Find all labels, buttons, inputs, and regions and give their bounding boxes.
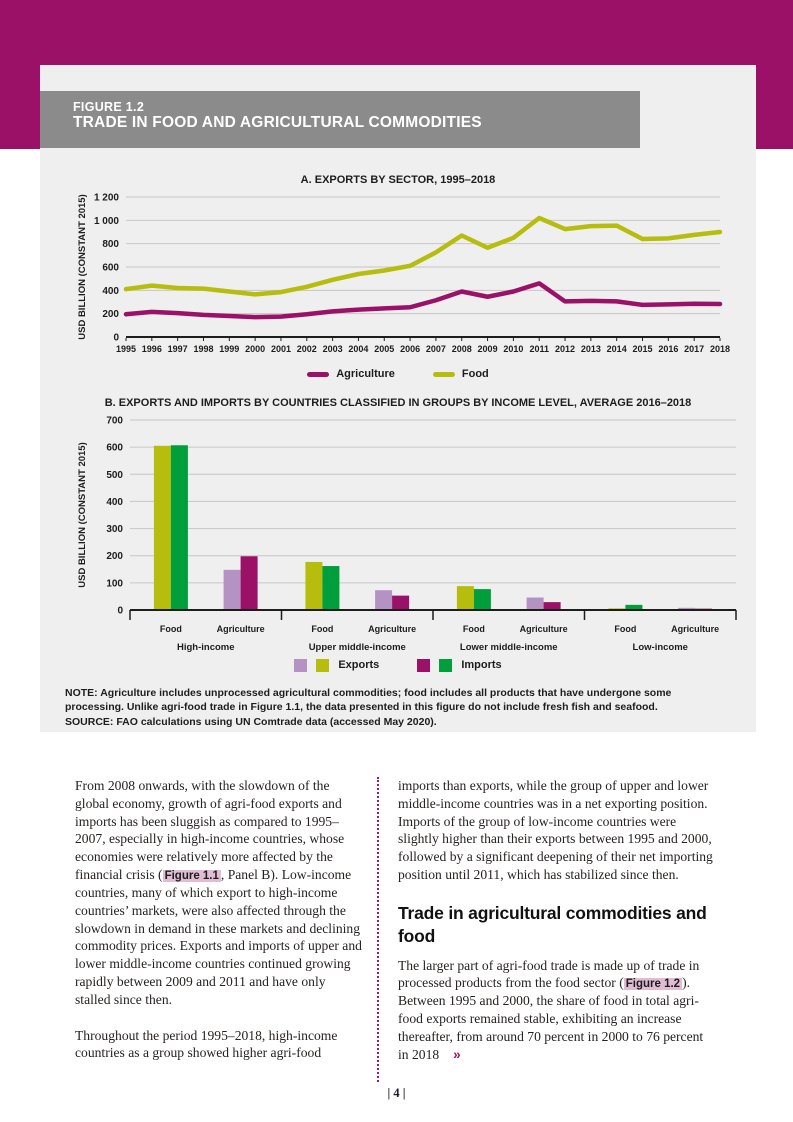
x-tick-label: 2014 [606,344,627,354]
bar-lower-middle-income-agriculture-imports [544,602,561,610]
food-line-swatch [433,372,455,377]
panel-a-legend [40,367,756,381]
x-tick-label: 2000 [245,344,266,354]
figure-box [40,65,756,732]
legend-label-imports: Imports [461,659,502,671]
y-tick-label: 700 [106,415,123,427]
left-purple-band [0,65,40,149]
bar-upper-middle-income-food-exports [305,562,322,610]
y-tick-label: 400 [102,285,119,297]
paragraph-text: ). Between 1995 and 2000, the share of food in total agri-food exports remained stable, exhibiting an increase thereafter, from around 70 percent in 2000 to 76 percent in 2018 [398,975,704,1062]
y-tick-label: 0 [113,332,119,344]
x-tick-label: 2012 [555,344,576,354]
bar-high-income-agriculture-exports [224,570,241,610]
bar-lower-middle-income-agriculture-exports [527,598,544,610]
x-tick-label: 1996 [141,344,162,354]
continuation-marker: » [453,1046,461,1062]
paragraph-text: From 2008 onwards, with the slowdown of the global economy, growth of agri-food exports and imports has been sluggish as compared to 1995–2007, especially in high-income countries, whose economies were relatively more affected by the financial crisis ( [75,778,345,882]
legend-item-agriculture [307,368,395,380]
paragraph-text: The larger part of agri-food trade is made up of trade in processed products from the food sector ( [398,957,700,991]
paragraph-text: , Panel B). Low-income countries, many of which export to high-income countries’ markets, were also affected through the slowdown in demand in these markets and declining commodity prices. Exports and imports of upper and lower middle-income countries continued growing rapidly between 2009 and 2011 and have only stalled since then. [75,866,362,1007]
y-tick-label: 600 [102,262,119,274]
sector-label: Food [159,624,182,634]
legend-label-food: Food [461,368,489,380]
x-tick-label: 2011 [529,344,549,354]
bar-high-income-food-exports [154,446,171,610]
sector-label: Agriculture [519,624,568,634]
group-label: High-income [176,642,235,652]
paragraph: imports than exports, while the group of upper and lower middle-income countries was in a net exporting position. Imports of the group of low-income countries were slightly higher than their exports between 1995 and 2000, followed by a significant deepening of their net importing position until 2011, which has stabilized since then. [398,778,713,882]
body-text [75,777,721,1082]
group-label: Upper middle-income [308,642,406,652]
sector-label: Food [311,624,334,634]
legend-label-exports: Exports [338,659,380,671]
left-column [75,777,364,1082]
x-tick-label: 2013 [580,344,601,354]
y-tick-label: 200 [106,551,123,563]
legend-item-food [433,368,489,380]
column-divider [377,777,379,1082]
y-tick-label: 100 [106,578,123,590]
y-tick-label: 0 [117,605,123,617]
figure-number: FIGURE 1.2 [73,100,145,114]
y-tick-label: 300 [106,524,123,536]
x-tick-label: 1998 [193,344,214,354]
bar-lower-middle-income-food-imports [474,589,491,610]
bar-upper-middle-income-agriculture-imports [392,596,409,610]
bar-lower-middle-income-food-exports [457,586,474,610]
exports-lavender-swatch [294,659,307,672]
x-tick-label: 1999 [219,344,240,354]
legend-item-imports [417,659,501,672]
sector-label: Food [462,624,485,634]
sector-label: Agriculture [368,624,417,634]
y-tick-label: 1 000 [93,215,119,227]
paragraph: Throughout the period 1995–2018, high-income countries as a group showed higher agri-food [75,1027,338,1061]
legend-label-agriculture: Agriculture [336,368,395,380]
x-tick-label: 2007 [425,344,446,354]
paragraph [75,777,364,1009]
x-tick-label: 2017 [684,344,705,354]
y-tick-label: 500 [106,469,123,481]
x-tick-label: 2001 [270,344,291,354]
section-heading: Trade in agricultural commodities and food [398,902,707,946]
x-tick-label: 1995 [115,344,137,354]
agriculture-line-swatch [307,372,329,377]
y-tick-label: 400 [106,496,123,508]
legend-item-exports [294,659,379,672]
x-tick-label: 2006 [400,344,421,354]
bar-high-income-food-imports [171,445,188,610]
y-tick-label: 1 200 [93,192,119,204]
group-label: Low-income [632,642,688,652]
exports-olive-swatch [316,659,329,672]
y-axis-title: USD BILLION (CONSTANT 2015) [77,442,88,588]
y-tick-label: 800 [102,239,119,251]
figure-1-2-reference[interactable]: Figure 1.2 [625,978,681,991]
imports-green-swatch [439,659,452,672]
bar-upper-middle-income-agriculture-exports [375,590,392,610]
line-food [126,218,720,294]
figure-1-1-reference[interactable]: Figure 1.1 [164,869,219,882]
imports-magenta-swatch [417,659,430,672]
x-tick-label: 2010 [503,344,524,354]
x-tick-label: 2018 [709,344,730,354]
paragraph [398,957,714,1064]
page-number: | 4 | [387,1086,406,1100]
sector-label: Agriculture [216,624,265,634]
sector-label: Food [614,624,637,634]
y-tick-label: 200 [102,309,119,321]
exports-imports-by-income-chart [70,412,750,652]
y-axis-title: USD BILLION (CONSTANT 2015) [77,194,88,340]
panel-a-title: A. EXPORTS BY SECTOR, 1995–2018 [300,174,496,186]
right-purple-band [753,65,793,149]
group-label: Lower middle-income [459,642,558,652]
right-column [398,777,714,1082]
x-tick-label: 2015 [632,344,653,354]
x-tick-label: 2005 [374,344,395,354]
exports-by-sector-chart [70,189,730,367]
note-text: NOTE: Agriculture includes unprocessed agricultural commodities; food includes all products that have undergone some processing. Unlike agri-food trade in Figure 1.1, the data presented in this figure do not include fresh fish and seafood. [65,687,672,714]
panel-b-legend [40,658,756,672]
figure-notes [65,686,731,729]
figure-header [40,91,640,148]
x-tick-label: 2016 [658,344,679,354]
sector-label: Agriculture [671,624,720,634]
x-tick-label: 1997 [167,344,188,354]
y-tick-label: 600 [106,442,123,454]
source-text: SOURCE: FAO calculations using UN Comtrade data (accessed May 2020). [65,715,437,728]
panel-b-title: B. EXPORTS AND IMPORTS BY COUNTRIES CLASSIFIED IN GROUPS BY INCOME LEVEL, AVERAGE 2016–2018 [104,397,692,409]
x-tick-label: 2008 [451,344,472,354]
top-purple-band [0,0,793,65]
figure-title: TRADE IN FOOD AND AGRICULTURAL COMMODITIES [73,114,482,131]
bar-high-income-agriculture-imports [241,556,258,610]
x-tick-label: 2003 [322,344,343,354]
x-tick-label: 2002 [296,344,317,354]
x-tick-label: 2004 [348,344,369,354]
bar-upper-middle-income-food-imports [322,566,339,610]
x-tick-label: 2009 [477,344,498,354]
